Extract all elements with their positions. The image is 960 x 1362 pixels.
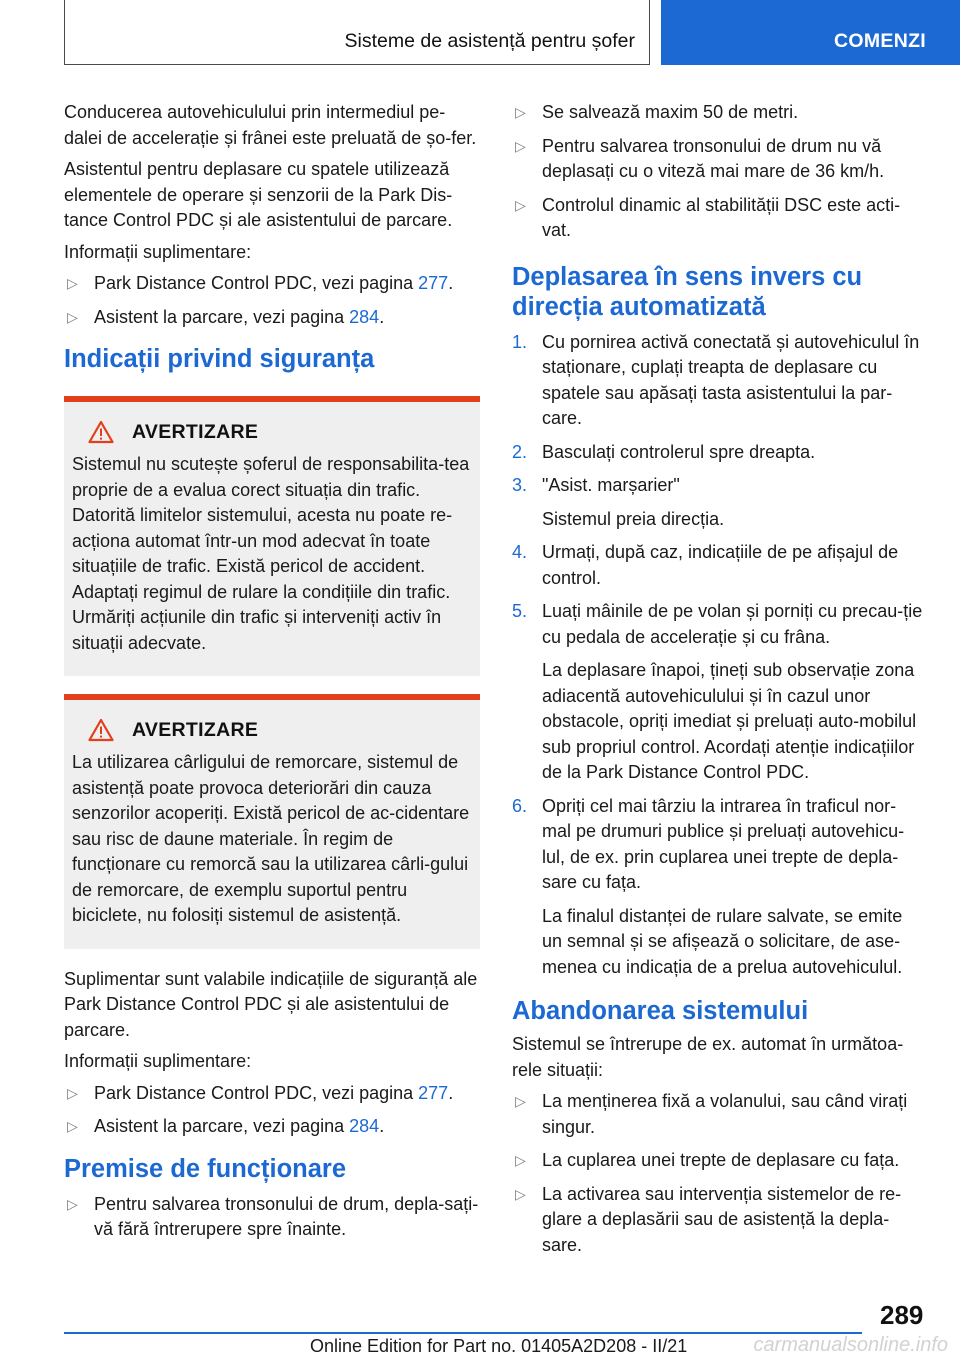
section-label[interactable]: COMENZI xyxy=(834,30,927,52)
triangle-bullet-icon: ▷ xyxy=(515,1093,526,1109)
warning-triangle-icon xyxy=(88,420,114,444)
reverse-heading: Deplasarea în sens invers cu direcția automatizată xyxy=(512,262,863,321)
step-item: 5. Luați mâinile de pe volan și porniți cu precau-ție cu pedala de accelerație și cu frâna. La deplasare înapoi, țineți sub observație zona adiacentă autovehiculului și în cazul unor obstacole, opriți imediat și preluați auto-mobilul sub propriul control. Acordați atenție indicațiilor de la Park Distance Control PDC. xyxy=(512,601,923,782)
warning-title: AVERTIZARE xyxy=(132,718,259,741)
intro-info-label: Informații suplimentare: xyxy=(64,241,252,262)
chapter-title: Sisteme de asistență pentru șofer xyxy=(344,30,635,52)
triangle-bullet-icon: ▷ xyxy=(515,137,526,154)
triangle-bullet-icon: ▷ xyxy=(515,1185,526,1202)
triangle-bullet-icon: ▷ xyxy=(515,1152,526,1168)
list-item: ▷ Se salvează maxim 50 de metri. xyxy=(512,100,924,126)
page-link-parking-assistant[interactable]: 284 xyxy=(349,1116,380,1136)
supplementary-info-label: Informații suplimentare: xyxy=(64,1051,252,1071)
page-number: 289 xyxy=(880,1300,924,1330)
premise-list-continued xyxy=(512,100,924,244)
premise-list xyxy=(64,1192,480,1243)
list-item: ▷ La menținerea fixă a volanului, sau când virați singur. xyxy=(515,1091,908,1137)
step-item: 2. Basculați controlerul spre dreapta. xyxy=(512,441,816,462)
warning-box-2 xyxy=(64,694,480,949)
safety-heading: Indicații privind siguranța xyxy=(64,345,375,373)
list-item: ▷ Pentru salvarea tronsonului de drum, depla-sați-vă fără întrerupere spre înainte. xyxy=(67,1193,479,1239)
warning-text: Sistemul nu scutește șoferul de responsabilita-tea proprie de a evalua corect situația din trafic. Datorită limitelor sistemului, acesta nu poate re-acționa automat într-un mod adecvat în toate situațiile de trafic. Există pericol de accident. Adaptați regimul de rulare la condițiile din trafic. Urmăriți acțiunile din trafic și interveniți activ în situații adecvate. xyxy=(72,454,470,653)
watermark: carmanualsonline.info xyxy=(753,1334,948,1356)
list-item: ▷ Asistent la parcare, vezi pagina 284. xyxy=(64,305,480,331)
page-link-pdc[interactable]: 277 xyxy=(418,1082,449,1103)
triangle-bullet-icon: ▷ xyxy=(67,1084,78,1101)
triangle-bullet-icon: ▷ xyxy=(515,104,526,120)
edition-text: Online Edition for Part no. 01405A2D208 - II/21 xyxy=(310,1336,688,1356)
supplementary-paragraph: Suplimentar sunt valabile indicațiile de siguranță ale Park Distance Control PDC și ale asistentului de parcare. xyxy=(64,968,478,1040)
abandon-heading: Abandonarea sistemului xyxy=(512,997,809,1025)
footer-divider xyxy=(64,1332,862,1334)
step-item: 1. Cu pornirea activă conectată și autovehiculul în staționare, cuplați treapta de deplasare cu spatele sau apăsați tasta asistentului la par-care. xyxy=(512,331,920,428)
reference-list-2 xyxy=(64,1081,480,1140)
triangle-bullet-icon: ▷ xyxy=(67,1195,78,1212)
abandon-list xyxy=(512,1089,924,1258)
triangle-bullet-icon: ▷ xyxy=(67,308,78,325)
list-item: ▷ Park Distance Control PDC, vezi pagina 277. xyxy=(64,271,480,297)
list-item: ▷ La activarea sau intervenția sistemelor de re-glare a deplasării sau de asistență la depla-sare. xyxy=(515,1183,902,1255)
warning-box-1 xyxy=(64,396,480,676)
page-link-parking-assistant[interactable]: 284 xyxy=(349,306,380,327)
triangle-bullet-icon: ▷ xyxy=(67,1118,78,1134)
abandon-paragraph: Sistemul se întrerupe de ex. automat în următoa-rele situații: xyxy=(512,1034,904,1080)
warning-text: La utilizarea cârligului de remorcare, sistemul de asistență poate provoca deteriorări din cauza senzorilor acoperiți. Există pericol de ac-cidentare sau risc de daune materiale. În regim de funcționare cu remorcă sau la utilizarea cârli-gului de remorcare, de exemplu suportul pentru biciclete, nu folosiți sistemul de asistență. xyxy=(72,752,470,925)
steps-list xyxy=(512,330,924,981)
intro-paragraph-2: Asistentul pentru deplasare cu spatele utilizează elementele de operare și senzorii de la Park Dis-tance Control PDC și ale asistentului de parcare. xyxy=(64,159,453,230)
premise-heading: Premise de funcționare xyxy=(64,1154,347,1183)
list-item: ▷ Asistent la parcare, vezi pagina 284. xyxy=(64,1114,480,1140)
list-item: ▷ Park Distance Control PDC, vezi pagina 277. xyxy=(64,1081,480,1107)
page-link-pdc[interactable]: 277 xyxy=(418,273,449,293)
list-item: ▷ La cuplarea unei trepte de deplasare cu fața. xyxy=(512,1148,924,1174)
header-chapter-box xyxy=(64,0,650,65)
warning-title: AVERTIZARE xyxy=(132,420,259,443)
list-item: ▷ Pentru salvarea tronsonului de drum nu vă deplasați cu o viteză mai mare de 36 km/h. xyxy=(515,135,885,181)
triangle-bullet-icon: ▷ xyxy=(515,196,526,213)
left-column xyxy=(64,100,480,1251)
step-item: 6. Opriți cel mai târziu la intrarea în traficul nor-mal pe drumuri publice și preluați autovehicu-lul, de ex. prin cuplarea unei trepte de depla-sare cu fața. La finalul distanței de rulare salvate, se emite un semnal și se afișează o solicitare, de ase-menea cu indicația de a prelua autovehiculul. xyxy=(512,795,905,977)
list-item: ▷ Controlul dinamic al stabilității DSC este acti-vat. xyxy=(515,194,901,240)
warning-triangle-icon xyxy=(88,718,114,742)
step-item: 4. Urmați, după caz, indicațiile de pe afișajul de control. xyxy=(512,542,899,588)
step-item: 3. "Asist. marșarier" Sistemul preia direcția. xyxy=(512,475,725,529)
reference-list-1 xyxy=(64,271,480,330)
triangle-bullet-icon: ▷ xyxy=(67,275,78,291)
intro-paragraph-1: Conducerea autovehiculului prin intermediul pe-dalei de accelerație și frânei este preluată de șo-fer. xyxy=(64,102,477,148)
right-column xyxy=(512,100,924,1266)
